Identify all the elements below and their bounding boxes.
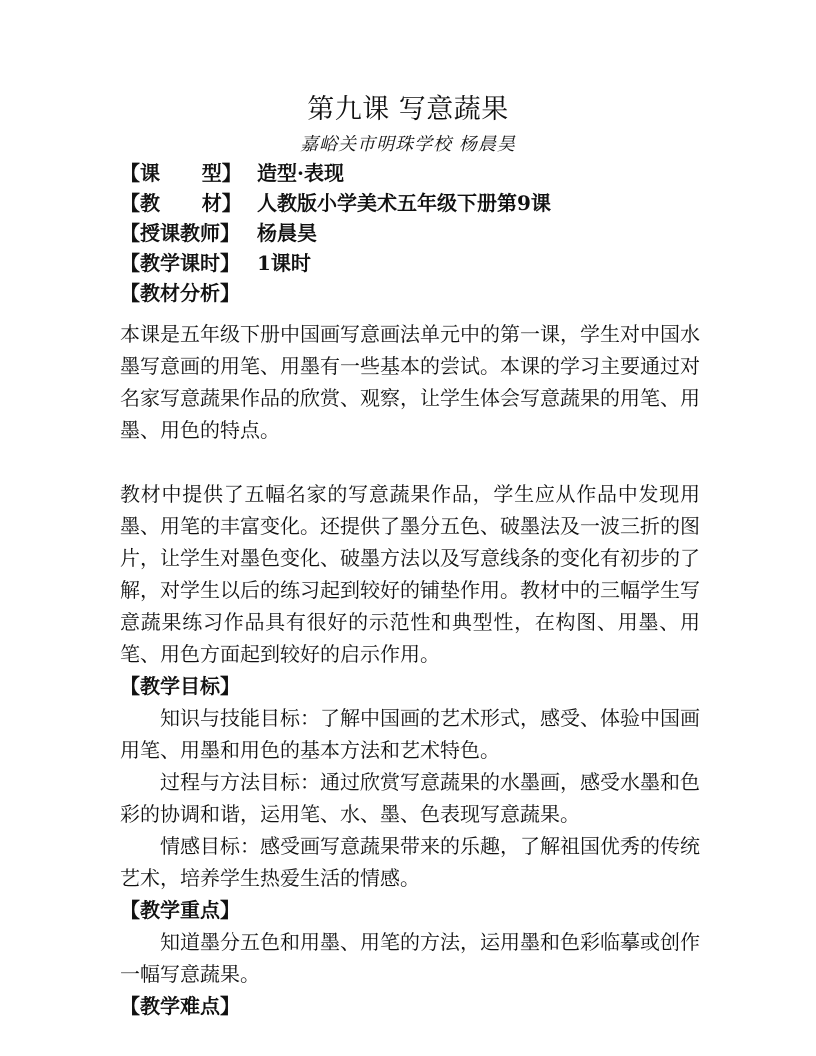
info-value: 杨晨昊 (257, 221, 317, 245)
info-row-lesson-type (120, 158, 720, 188)
analysis-paragraph-2: 教材中提供了五幅名家的写意蔬果作品，学生应从作品中发现用墨、用笔的丰富变化。还提供了墨分五色、破墨法及一波三折的图片，让学生对墨色变化、破墨方法以及写意线条的变化有初步的了解，对学生以后的练习起到较好的铺垫作用。教材中的三幅学生写意蔬果练习作品具有很好的示范性和典型性，在构图、用墨、用笔、用色方面起到较好的启示作用。 (120, 482, 700, 666)
key-points-text: 知道墨分五色和用墨、用笔的方法，运用墨和色彩临摹或创作一幅写意蔬果。 (120, 930, 700, 986)
goals-heading: 【教学目标】 (120, 674, 240, 698)
analysis-paragraph-1: 本课是五年级下册中国画写意画法单元中的第一课，学生对中国水墨写意画的用笔、用墨有一些基本的尝试。本课的学习主要通过对名家写意蔬果作品的欣赏、观察，让学生体会写意蔬果的用笔、用墨、用色的特点。 (120, 322, 700, 442)
info-label: 【课 型】 (120, 161, 242, 185)
info-label: 【教 材】 (120, 191, 242, 215)
info-value: 人教版小学美术五年级下册第9课 (257, 191, 551, 215)
lesson-info (120, 158, 720, 308)
goal-process: 过程与方法目标：通过欣赏写意蔬果的水墨画，感受水墨和色彩的协调和谐，运用笔、水、墨、色表现写意蔬果。 (120, 770, 700, 826)
key-points-heading: 【教学重点】 (120, 898, 240, 922)
info-label: 【授课教师】 (120, 221, 240, 245)
lesson-title: 第九课 写意蔬果 (307, 94, 509, 125)
info-row-teacher (120, 218, 720, 248)
author-line: 嘉峪关市明珠学校 杨晨昊 (300, 134, 516, 155)
info-value: 1课时 (257, 251, 311, 275)
goal-knowledge: 知识与技能目标：了解中国画的艺术形式，感受、体验中国画用笔、用墨和用色的基本方法和艺术特色。 (120, 706, 700, 762)
info-row-textbook (120, 188, 720, 218)
info-label: 【教学课时】 (120, 251, 240, 275)
info-value: 造型·表现 (257, 161, 344, 185)
info-row-periods (120, 248, 720, 278)
document-body (120, 318, 700, 1022)
difficulties-heading: 【教学难点】 (120, 994, 240, 1018)
goal-emotion: 情感目标：感受画写意蔬果带来的乐趣，了解祖国优秀的传统艺术，培养学生热爱生活的情感。 (120, 834, 700, 890)
info-row-analysis (120, 278, 720, 308)
info-label: 【教材分析】 (120, 281, 240, 305)
